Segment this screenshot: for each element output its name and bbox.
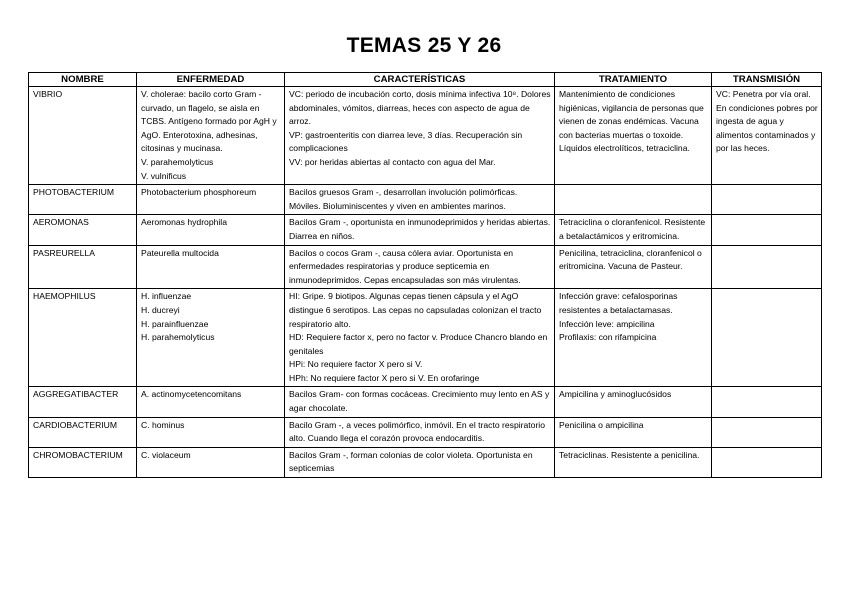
cell-line: H. ducreyi: [141, 304, 180, 315]
cell-line: HAEMOPHILUS: [33, 291, 96, 302]
cell-line: Infección leve: ampicilina: [559, 318, 655, 329]
cell-nombre: [29, 215, 137, 245]
cell-line: V. cholerae: bacilo corto Gram - curvado, un flagelo, se aisla en TCBS. Antígeno formado por AgH y AgO. Enterotoxina, adhesinas, citosinas y mucinasa.: [141, 89, 277, 154]
cell-line: HI: Gripe. 9 biotipos. Algunas cepas tienen cápsula y el AgO distingue 6 serotipos. Las cepas no capsuladas colonizan el tracto respiratorio alto.: [289, 291, 542, 329]
cell-line: Bacilo Gram -, a veces polimórfico, inmóvil. En el tracto respiratorio alto. Cuando llega el corazón provoca endocarditis.: [289, 419, 545, 444]
cell-enfermedad: [137, 87, 285, 185]
cell-transmision: [712, 289, 822, 387]
cell-line: Penicilina o ampicilina: [559, 419, 644, 430]
cell-enfermedad: [137, 289, 285, 387]
cell-transmision: [712, 387, 822, 417]
cell-line: H. parahemolyticus: [141, 332, 215, 343]
cell-nombre: [29, 185, 137, 215]
cell-line: HPh: No requiere factor X pero si V. En orofaringe: [289, 372, 480, 383]
table-body: [29, 87, 822, 478]
cell-enfermedad: [137, 185, 285, 215]
cell-enfermedad: [137, 447, 285, 477]
table-row: [29, 387, 822, 417]
cell-transmision: [712, 245, 822, 289]
table-row: [29, 417, 822, 447]
cell-nombre: [29, 447, 137, 477]
cell-nombre: [29, 387, 137, 417]
cell-line: H. influenzae: [141, 291, 192, 302]
cell-line: HPi: No requiere factor X pero si V.: [289, 359, 423, 370]
cell-tratamiento: [555, 245, 712, 289]
cell-caracteristicas: [285, 87, 555, 185]
header-caracteristicas: CARACTERÍSTICAS: [285, 73, 555, 87]
cell-line: Profilaxis: con rifampicina: [559, 332, 657, 343]
cell-nombre: [29, 289, 137, 387]
cell-tratamiento: [555, 289, 712, 387]
cell-line: AGGREGATIBACTER: [33, 389, 119, 400]
cell-caracteristicas: [285, 289, 555, 387]
header-enfermedad: ENFERMEDAD: [137, 73, 285, 87]
cell-line: V. parahemolyticus: [141, 156, 214, 167]
table-row: [29, 215, 822, 245]
cell-line: Bacilos o cocos Gram -, causa cólera aviar. Oportunista en enfermedades respiratorias y produce septicemia en inmunodeprimidos. Cepas encapsuladas son más virulentas.: [289, 247, 521, 285]
cell-line: Aeromonas hydrophila: [141, 217, 227, 228]
cell-caracteristicas: [285, 417, 555, 447]
cell-tratamiento: [555, 87, 712, 185]
cell-line: Penicilina, tetraciclina, cloranfenicol o eritromicina. Vacuna de Pasteur.: [559, 247, 702, 272]
cell-transmision: [712, 87, 822, 185]
table-row: [29, 447, 822, 477]
cell-line: VV: por heridas abiertas al contacto con agua del Mar.: [289, 156, 496, 167]
cell-enfermedad: [137, 417, 285, 447]
cell-line: CHROMOBACTERIUM: [33, 449, 123, 460]
cell-caracteristicas: [285, 185, 555, 215]
cell-line: PASREURELLA: [33, 247, 95, 258]
cell-line: C. hominus: [141, 419, 185, 430]
cell-line: C. violaceum: [141, 449, 191, 460]
cell-line: Tetraciclinas. Resistente a penicilina.: [559, 449, 700, 460]
cell-line: A. actinomycetencomitans: [141, 389, 242, 400]
cell-line: V. vulnificus: [141, 170, 187, 181]
cell-nombre: [29, 245, 137, 289]
header-tratamiento: TRATAMIENTO: [555, 73, 712, 87]
cell-line: VIBRIO: [33, 89, 63, 99]
cell-enfermedad: [137, 215, 285, 245]
cell-caracteristicas: [285, 215, 555, 245]
cell-transmision: [712, 417, 822, 447]
cell-line: H. parainfluenzae: [141, 318, 209, 329]
cell-nombre: [29, 87, 137, 185]
cell-caracteristicas: [285, 387, 555, 417]
cell-line: AEROMONAS: [33, 217, 89, 228]
cell-caracteristicas: [285, 447, 555, 477]
cell-line: CARDIOBACTERIUM: [33, 419, 118, 430]
cell-line: Infección grave: cefalosporinas resistentes a betalactamasas.: [559, 291, 678, 315]
page-title: TEMAS 25 Y 26: [346, 34, 502, 57]
cell-line: Bacilos gruesos Gram -, desarrollan involución polimórficas. Móviles. Bioluminiscentes y viven en ambientes marinos.: [289, 187, 518, 211]
table-row: [29, 289, 822, 387]
cell-transmision: [712, 215, 822, 245]
cell-line: VC: Penetra por vía oral. En condiciones pobres por ingesta de agua y alimentos contaminados y por las heces.: [716, 89, 818, 154]
cell-transmision: [712, 447, 822, 477]
cell-line: Photobacterium phosphoreum: [141, 187, 257, 198]
cell-line: Bacilos Gram- con formas cocáceas. Crecimiento muy lento en AS y agar chocolate.: [289, 389, 550, 414]
cell-line: PHOTOBACTERIUM: [33, 187, 115, 198]
cell-line: Bacilos Gram -, forman colonias de color violeta. Oportunista en septicemias: [289, 449, 533, 474]
cell-tratamiento: [555, 447, 712, 477]
cell-transmision: [712, 185, 822, 215]
header-row: [29, 73, 822, 87]
header-transmision: TRANSMISIÓN: [712, 73, 822, 87]
cell-line: Bacilos Gram -, oportunista en inmunodeprimidos y heridas abiertas. Diarrea en niños.: [289, 217, 551, 241]
table-row: [29, 185, 822, 215]
cell-caracteristicas: [285, 245, 555, 289]
cell-tratamiento: [555, 417, 712, 447]
cell-enfermedad: [137, 387, 285, 417]
header-nombre: NOMBRE: [29, 73, 137, 87]
cell-tratamiento: [555, 215, 712, 245]
cell-tratamiento: [555, 387, 712, 417]
bacteria-table: [28, 72, 822, 478]
cell-line: VC: periodo de incubación corto, dosis mínima infectiva 10⁸. Dolores abdominales, vómitos, diarreas, heces con aspecto de agua de arroz.: [289, 89, 551, 127]
cell-line: HD: Requiere factor x, pero no factor v. Produce Chancro blando en genitales: [289, 332, 548, 356]
cell-enfermedad: [137, 245, 285, 289]
cell-nombre: [29, 417, 137, 447]
cell-line: Pateurella multocida: [141, 247, 219, 258]
table-row: [29, 87, 822, 185]
cell-line: Tetraciclina o cloranfenicol. Resistente a betalactámicos y eritromicina.: [559, 217, 706, 241]
table-row: [29, 245, 822, 289]
cell-tratamiento: [555, 185, 712, 215]
cell-line: VP: gastroenteritis con diarrea leve, 3 días. Recuperación sin complicaciones: [289, 129, 523, 154]
cell-line: Ampicilina y aminoglucósidos: [559, 389, 672, 400]
cell-line: Mantenimiento de condiciones higiénicas, vigilancia de personas que vienen de zonas endémicas. Vacuna con bacterias muertas o toxoide. Líquidos electrolíticos, tetraciclina.: [559, 89, 704, 154]
